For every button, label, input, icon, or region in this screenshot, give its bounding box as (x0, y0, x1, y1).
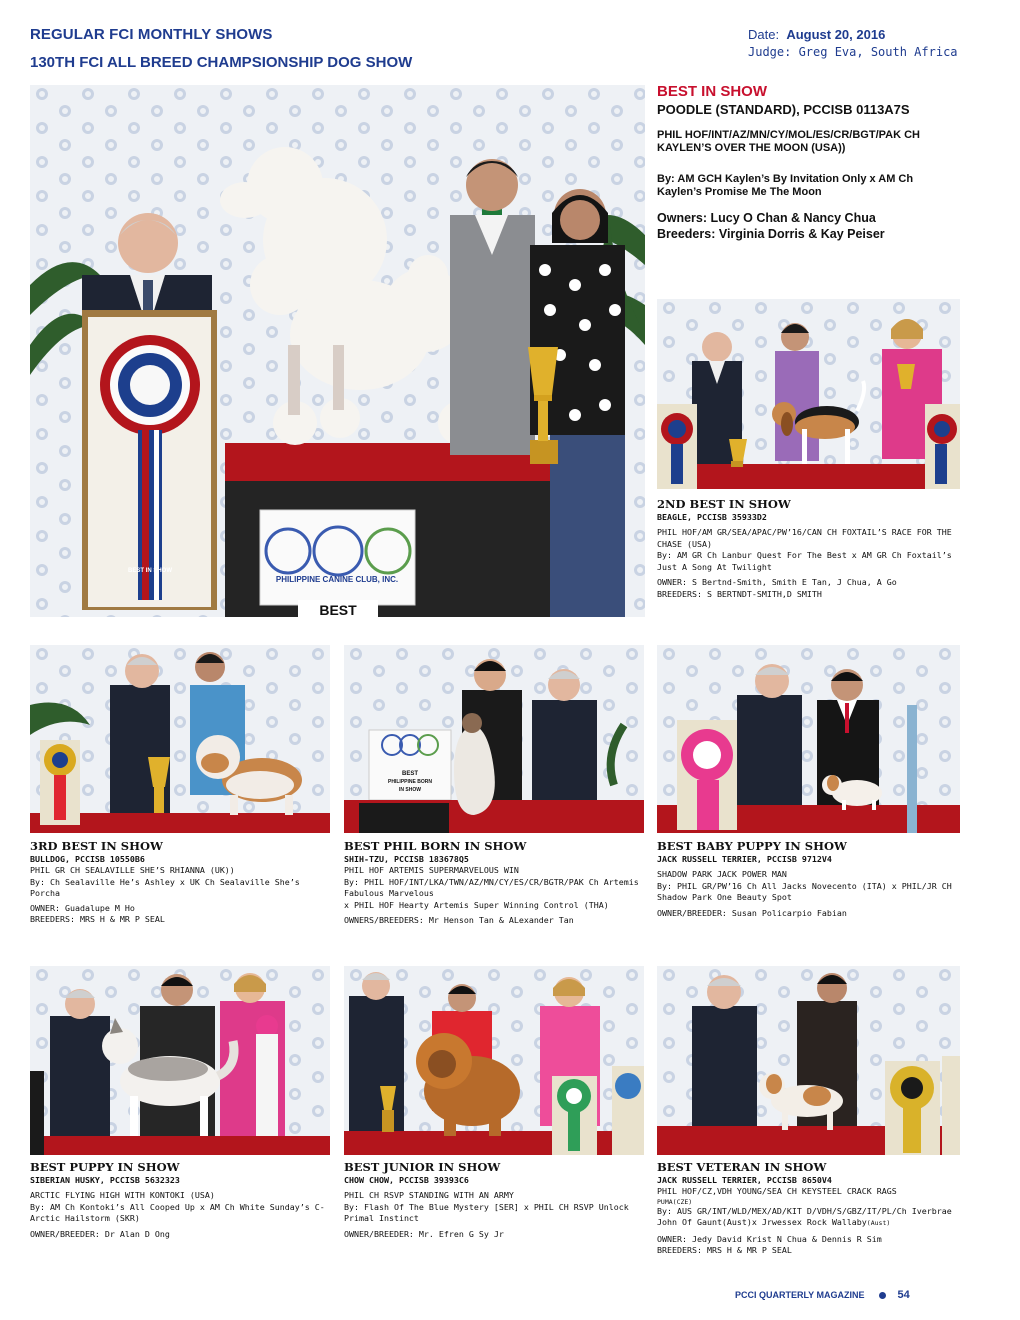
caption-owner: OWNER: S Bertnd-Smith, Smith E Tan, J Chua, A Go (657, 577, 897, 587)
caption-dog-origin: PUMA(CZE) (657, 1197, 693, 1206)
caption-dog-name: PHIL HOF/CZ,VDH YOUNG/SEA CH KEYSTEEL CRACK RAGS (657, 1186, 897, 1196)
junior-photo (344, 966, 644, 1155)
caption-owner: OWNERS/BREEDERS: Mr Henson Tan & ALexander Tan (344, 915, 574, 925)
caption-owner: OWNER/BREEDER: Dr Alan D Ong (30, 1228, 170, 1239)
junior-caption (344, 1160, 644, 1240)
veteran-caption (657, 1160, 957, 1257)
best-in-show-name: PHIL HOF/INT/AZ/MN/CY/MOL/ES/CR/BGT/PAK CH KAYLEN’S OVER THE MOON (USA)) (657, 129, 920, 154)
sign-philippine-born: PHILIPPINE BORN (388, 779, 432, 785)
caption-owner: OWNER/BREEDER: Mr. Efren G Sy Jr (344, 1228, 504, 1239)
caption-breeders: BREEDERS: S BERTNDT-SMITH,D SMITH (657, 588, 822, 599)
caption-breed: BEAGLE, PCCISB 35933D2 (657, 512, 767, 522)
best-in-show-pedigree: By: AM GCH Kaylen’s By Invitation Only x AM Ch Kaylen’s Promise Me The Moon (657, 173, 914, 198)
caption-breeders: BREEDERS: MRS H & MR P SEAL (30, 914, 165, 924)
page-footer (735, 1289, 910, 1301)
second-best-photo (657, 299, 960, 489)
caption-pedigree: By: Ch Sealaville He’s Ashley x UK Ch Sealaville She’s Porcha (30, 876, 300, 898)
caption-breed: SHIH-TZU, PCCISB 183678Q5 (344, 854, 469, 864)
caption-pedigree (657, 1206, 957, 1230)
sign-caption: PHILIPPINE CANINE CLUB, INC. (275, 575, 399, 584)
caption-dog-name: ARCTIC FLYING HIGH WITH KONTOKI (USA) (30, 1190, 215, 1200)
caption-dog-name: PHIL CH RSVP STANDING WITH AN ARMY (344, 1190, 514, 1200)
caption-title: BEST PHIL BORN IN SHOW (344, 839, 527, 853)
caption-title: BEST PUPPY IN SHOW (30, 1160, 180, 1174)
caption-title: BEST BABY PUPPY IN SHOW (657, 839, 847, 853)
veteran-photo (657, 966, 960, 1155)
magazine-name: PCCI QUARTERLY MAGAZINE (735, 1290, 865, 1300)
pedigree-text: By: AUS GR/INT/WLD/MEX/AD/KIT D/VDH/S/GBZ/IT/PL/Ch Iverbrae John Of Gaunt(Aust)x Jrwessex Rock Wallaby (657, 1205, 952, 1227)
caption-owner: OWNER: Guadalupe M Ho (30, 902, 135, 913)
caption-breed: JACK RUSSELL TERRIER, PCCISB 9712V4 (657, 854, 832, 864)
sign-bottom: BEST (319, 602, 357, 617)
second-best-caption (657, 497, 957, 600)
caption-pedigree: By: Flash Of The Blue Mystery [SER] x PHIL CH RSVP Unlock Primal Instinct (344, 1201, 629, 1223)
caption-breed: JACK RUSSELL TERRIER, PCCISB 8650V4 (657, 1175, 832, 1185)
third-best-photo (30, 645, 330, 833)
caption-breeders: BREEDERS: MRS H & MR P SEAL (657, 1245, 792, 1255)
section-title: REGULAR FCI MONTHLY SHOWS (30, 26, 273, 43)
best-in-show-owners (657, 210, 977, 242)
caption-title: 3RD BEST IN SHOW (30, 839, 163, 853)
show-title: 130TH FCI ALL BREED CHAMPSIONSHIP DOG SHOW (30, 54, 413, 71)
caption-breed: BULLDOG, PCCISB 10550B6 (30, 854, 145, 864)
sign-in-show: IN SHOW (399, 787, 421, 793)
caption-dog-name: PHIL HOF ARTEMIS SUPERMARVELOUS WIN (344, 865, 519, 875)
caption-pedigree: By: AM Ch Kontoki’s All Cooped Up x AM Ch White Sunday’s C-Arctic Hailstorm (SKR) (30, 1201, 325, 1223)
third-best-caption (30, 839, 330, 926)
phil-born-caption (344, 839, 644, 927)
caption-title: BEST VETERAN IN SHOW (657, 1160, 827, 1174)
caption-title: 2ND BEST IN SHOW (657, 497, 791, 511)
caption-breed: SIBERIAN HUSKY, PCCISB 5632323 (30, 1175, 180, 1185)
puppy-caption (30, 1160, 330, 1240)
caption-pedigree: By: PHIL GR/PW’16 Ch All Jacks Novecento (ITA) x PHIL/JR CH Shadow Park One Beauty Spot (657, 880, 952, 902)
show-date (748, 27, 885, 42)
caption-pedigree: By: AM GR Ch Lanbur Quest For The Best x AM GR Ch Foxtail’s Just A Song At Twilight (657, 550, 952, 572)
date-label: Date: (748, 27, 780, 42)
best-in-show-breed: POODLE (STANDARD), PCCISB 0113A7S (657, 102, 910, 117)
caption-dog-name: PHIL HOF/AM GR/SEA/APAC/PW’16/CAN CH FOXTAIL’S RACE FOR THE CHASE (USA) (657, 527, 952, 549)
rosette-label: BEST IN SHOW (127, 568, 173, 574)
caption-owner: OWNER: Jedy David Krist N Chua & Dennis R Sim (657, 1233, 882, 1244)
baby-puppy-caption (657, 839, 957, 919)
date-value: August 20, 2016 (786, 27, 886, 42)
best-in-show-photo (30, 85, 645, 617)
caption-dog-name: PHIL GR CH SEALAVILLE SHE’S RHIANNA (UK)) (30, 865, 235, 875)
pedigree-origin: (Aust) (866, 1219, 891, 1227)
sign-best: BEST (401, 771, 419, 777)
caption-breed: CHOW CHOW, PCCISB 39393C6 (344, 1175, 469, 1185)
phil-born-photo (344, 645, 644, 833)
baby-puppy-photo (657, 645, 960, 833)
puppy-photo (30, 966, 330, 1155)
best-in-show-title: BEST IN SHOW (657, 83, 768, 100)
owners-line: Owners: Lucy O Chan & Nancy Chua (657, 211, 876, 225)
page-number: 54 (897, 1289, 910, 1301)
caption-owner: OWNER/BREEDER: Susan Policarpio Fabian (657, 907, 847, 918)
caption-title: BEST JUNIOR IN SHOW (344, 1160, 501, 1174)
caption-pedigree-dam: x PHIL HOF Hearty Artemis Super Winning Control (THA) (344, 899, 609, 910)
caption-dog-name: SHADOW PARK JACK POWER MAN (657, 869, 787, 879)
bullet-icon (879, 1292, 886, 1299)
judge-line: Judge: Greg Eva, South Africa (748, 45, 958, 59)
caption-pedigree: By: PHIL HOF/INT/LKA/TWN/AZ/MN/CY/ES/CR/BGTR/PAK Ch Artemis Fabulous Marvelous (344, 876, 639, 898)
breeders-line: Breeders: Virginia Dorris & Kay Peiser (657, 227, 885, 241)
